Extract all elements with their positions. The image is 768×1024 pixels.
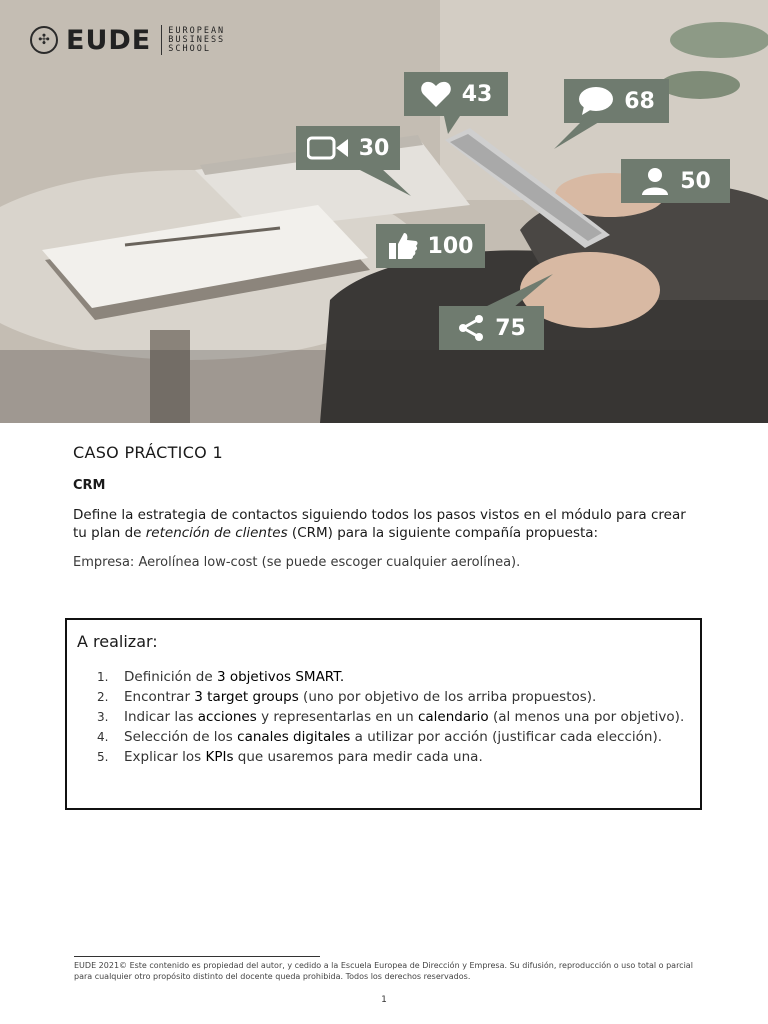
task-number: 1. xyxy=(97,670,109,684)
task-text: Explicar los xyxy=(124,749,206,765)
user-icon xyxy=(640,166,670,196)
user-count: 50 xyxy=(680,168,711,194)
task-text: Indicar las xyxy=(124,709,198,725)
task-list xyxy=(97,668,687,768)
intro-text-italic: retención de clientes xyxy=(145,525,288,541)
company-line: Empresa: Aerolínea low-cost (se puede escoger cualquier aerolínea). xyxy=(73,555,521,570)
task-item xyxy=(97,668,687,687)
logo-subtitle: EUROPEAN BUSINESS SCHOOL xyxy=(168,25,226,54)
share-count: 75 xyxy=(495,315,526,341)
task-highlight: 3 objetivos SMART. xyxy=(216,669,345,685)
intro-text-end: (CRM) para la siguiente compañía propuesta: xyxy=(287,525,599,541)
user-bubble xyxy=(621,159,730,203)
task-text: Selección de los xyxy=(124,729,238,745)
hero-image xyxy=(0,0,768,423)
task-number: 3. xyxy=(97,710,109,724)
task-text: y representarlas en un xyxy=(256,709,418,725)
video-count: 30 xyxy=(358,135,390,161)
task-text: que usaremos para medir cada una. xyxy=(233,749,483,765)
share-bubble xyxy=(439,306,544,350)
task-text: a utilizar por acción (justificar cada elección). xyxy=(350,729,662,745)
case-title: CASO PRÁCTICO 1 xyxy=(73,443,223,462)
video-bubble xyxy=(296,126,400,170)
footer-copyright: EUDE 2021© Este contenido es propiedad del autor, y cedido a la Escuela Europea de Dirección y Empresa. Su difusión, reproducción o uso total o parcial para cualquier otro propósito distinto del docente queda prohibida. Todos los derechos reservados. xyxy=(74,961,693,981)
logo-divider xyxy=(161,25,162,55)
heart-icon xyxy=(420,80,452,108)
chat-bubble xyxy=(564,79,669,123)
video-camera-icon xyxy=(307,136,349,160)
task-item xyxy=(97,688,687,707)
like-bubble xyxy=(376,224,485,268)
task-item xyxy=(97,748,687,767)
task-box-title: A realizar: xyxy=(77,632,158,651)
task-highlight: acciones xyxy=(197,709,257,725)
task-text: Definición de xyxy=(124,669,217,685)
thumbs-up-icon xyxy=(388,231,418,261)
footer-divider xyxy=(74,956,320,957)
logo-wordmark: EUDE xyxy=(66,24,152,56)
task-number: 2. xyxy=(97,690,109,704)
task-item xyxy=(97,728,687,747)
like-count: 100 xyxy=(427,233,474,259)
task-highlight: calendario xyxy=(417,709,489,725)
heart-count: 43 xyxy=(461,81,493,107)
task-highlight: KPIs xyxy=(205,749,234,765)
case-subtitle: CRM xyxy=(73,478,106,493)
intro-text-start: Define la estrategia de contactos siguiendo todos los pasos vistos en el módulo para crear tu plan de xyxy=(73,507,686,541)
heart-bubble xyxy=(404,72,508,116)
chat-count: 68 xyxy=(624,88,655,114)
case-intro xyxy=(73,506,703,542)
task-box xyxy=(65,618,702,810)
task-highlight: 3 target groups xyxy=(194,689,299,705)
hero-photo-illustration xyxy=(0,0,768,423)
task-number: 5. xyxy=(97,750,109,764)
task-text: Encontrar xyxy=(124,689,195,705)
logo-emblem-icon: ✣ xyxy=(30,26,58,54)
task-item xyxy=(97,708,687,727)
chat-icon xyxy=(578,86,614,116)
task-number: 4. xyxy=(97,730,109,744)
task-text: (al menos una por objetivo). xyxy=(488,709,685,725)
eude-logo xyxy=(30,24,225,56)
task-highlight: canales digitales xyxy=(237,729,351,745)
share-icon xyxy=(457,314,485,342)
page-number: 1 xyxy=(381,995,387,1005)
task-text: (uno por objetivo de los arriba propuestos). xyxy=(298,689,597,705)
